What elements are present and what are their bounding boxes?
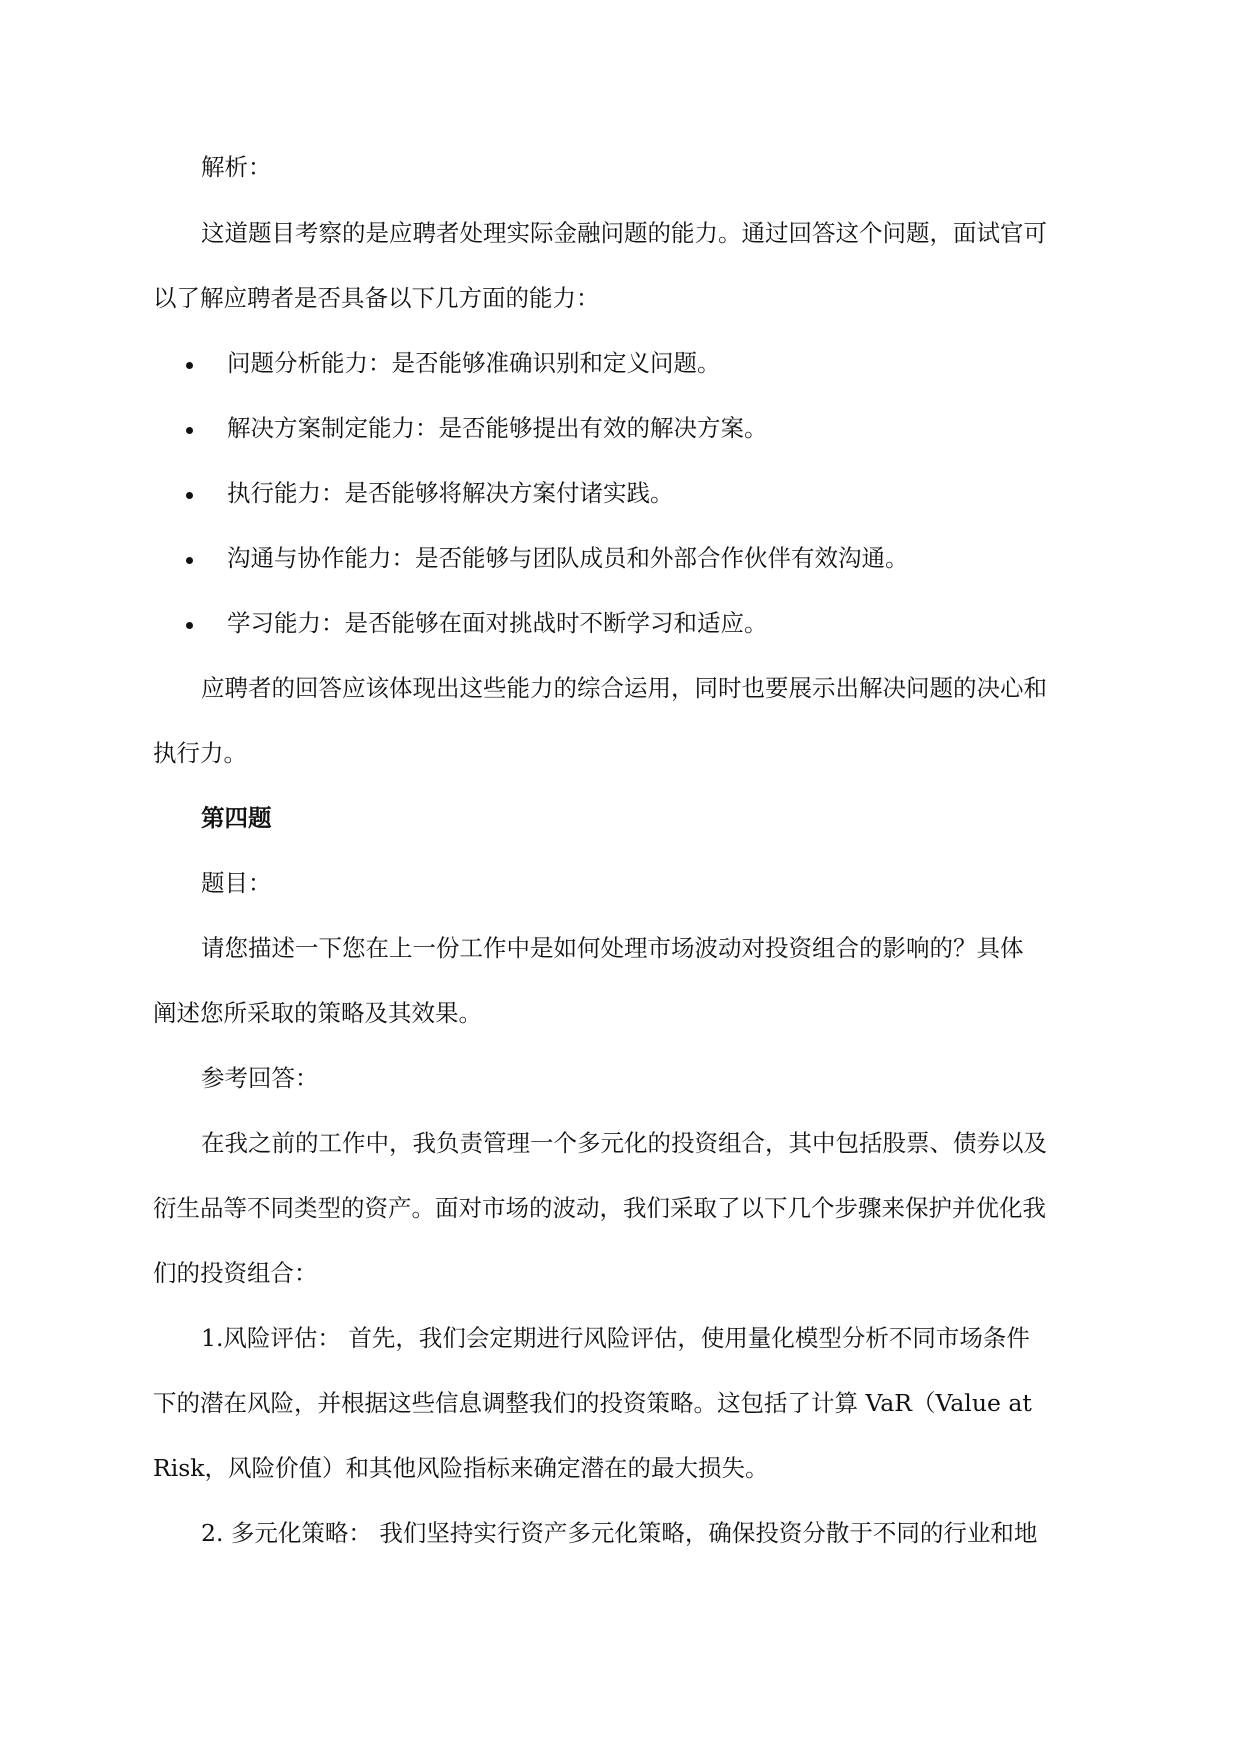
- bullet-icon: [186, 622, 193, 629]
- summary-paragraph-line-1: 应聘者的回答应该体现出这些能力的综合运用，同时也要展示出解决问题的决心和: [201, 674, 1047, 702]
- analysis-paragraph-line-1: 这道题目考察的是应聘者处理实际金融问题的能力。通过回答这个问题，面试官可: [201, 219, 1047, 247]
- summary-paragraph-line-2: 执行力。: [153, 739, 247, 767]
- bullet-icon: [186, 557, 193, 564]
- question-line-1: 请您描述一下您在上一份工作中是如何处理市场波动对投资组合的影响的？具体: [201, 934, 1024, 962]
- answer-label: 参考回答：: [201, 1064, 319, 1092]
- answer-paragraph-line-3: 们的投资组合：: [153, 1259, 318, 1287]
- analysis-label: 解析：: [201, 153, 272, 181]
- bullet-icon: [186, 427, 193, 434]
- section-heading-q4: 第四题: [201, 804, 272, 832]
- step1-line-1: 1.风险评估： 首先，我们会定期进行风险评估，使用量化模型分析不同市场条件: [201, 1324, 1030, 1352]
- list-item-text: 解决方案制定能力：是否能够提出有效的解决方案。: [227, 414, 768, 442]
- step2-line-1: 2. 多元化策略： 我们坚持实行资产多元化策略，确保投资分散于不同的行业和地: [201, 1519, 1038, 1547]
- list-item-text: 沟通与协作能力：是否能够与团队成员和外部合作伙伴有效沟通。: [227, 544, 909, 572]
- bullet-icon: [186, 492, 193, 499]
- list-item-text: 学习能力：是否能够在面对挑战时不断学习和适应。: [227, 609, 768, 637]
- step1-line-3: Risk，风险价值）和其他风险指标来确定潜在的最大损失。: [153, 1454, 769, 1482]
- step1-line-2: 下的潜在风险，并根据这些信息调整我们的投资策略。这包括了计算 VaR（Value at: [153, 1389, 1032, 1417]
- list-item-text: 执行能力：是否能够将解决方案付诸实践。: [227, 479, 674, 507]
- question-line-2: 阐述您所采取的策略及其效果。: [153, 999, 482, 1027]
- answer-paragraph-line-1: 在我之前的工作中，我负责管理一个多元化的投资组合，其中包括股票、债券以及: [201, 1129, 1047, 1157]
- answer-paragraph-line-2: 衍生品等不同类型的资产。面对市场的波动，我们采取了以下几个步骤来保护并优化我: [153, 1194, 1046, 1222]
- question-label: 题目：: [201, 869, 272, 897]
- list-item-text: 问题分析能力：是否能够准确识别和定义问题。: [227, 349, 721, 377]
- analysis-paragraph-line-2: 以了解应聘者是否具备以下几方面的能力：: [153, 284, 600, 312]
- bullet-icon: [186, 362, 193, 369]
